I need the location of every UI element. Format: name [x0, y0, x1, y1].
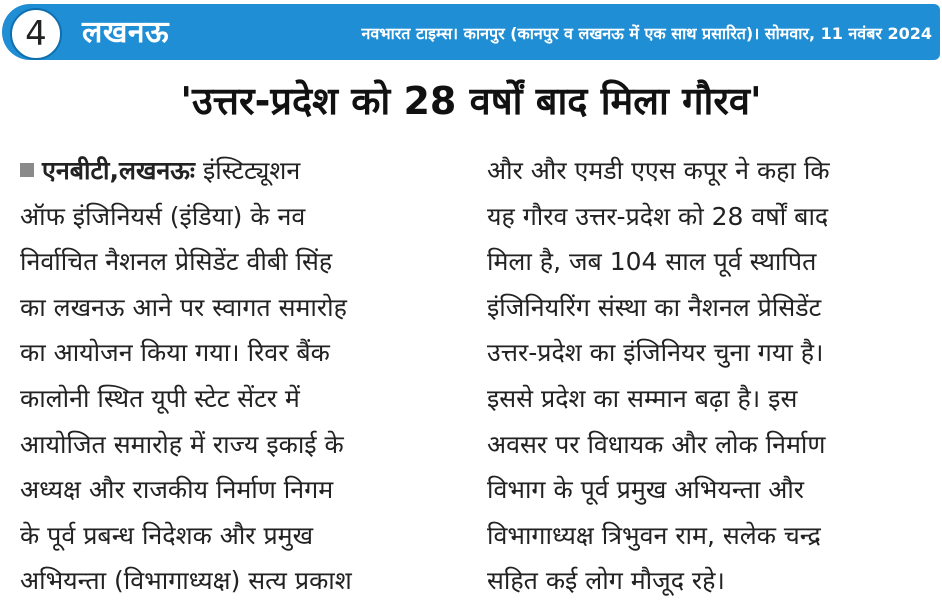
masthead-line: नवभारत टाइम्स। कानपुर (कानपुर व लखनऊ में एक साथ प्रसारित)। सोमवार, 11 नवंबर 2024 — [361, 24, 932, 43]
article-line: का लखनऊ आने पर स्वागत समारोह — [20, 292, 347, 322]
article-line: उत्तर-प्रदेश का इंजिनियर चुना गया है। — [487, 338, 824, 368]
article-line: अवसर पर विधायक और लोक निर्माण — [487, 429, 826, 459]
article-line: के पूर्व प्रबन्ध निदेशक और प्रमुख — [20, 520, 314, 550]
article-column-left — [20, 148, 460, 602]
article-line: सहित कई लोग मौजूद रहे। — [487, 566, 725, 596]
article-line: का आयोजन किया गया। रिवर बैंक — [20, 338, 330, 368]
article-line: मिला है, जब 104 साल पूर्व स्थापित — [487, 247, 817, 277]
article-line: इससे प्रदेश का सम्मान बढ़ा है। इस — [487, 383, 798, 413]
article-line: कालोनी स्थित यूपी स्टेट सेंटर में — [20, 383, 300, 413]
article-dateline: एनबीटी,लखनऊः — [42, 156, 195, 185]
article-line: आयोजित समारोह में राज्य इकाई के — [20, 429, 344, 459]
article-column-right — [487, 148, 937, 602]
article-line: विभागाध्यक्ष त्रिभुवन राम, सलेक चन्द्र — [487, 520, 821, 550]
article-line-text: इंस्टिट्यूशन — [202, 156, 301, 185]
article-line: अभियन्ता (विभागाध्यक्ष) सत्य प्रकाश — [20, 566, 352, 596]
article-line — [20, 148, 460, 194]
article-line: और और एमडी एएस कपूर ने कहा कि — [487, 156, 830, 185]
article-line: अध्यक्ष और राजकीय निर्माण निगम — [20, 475, 334, 505]
page-number: 4 — [25, 14, 47, 54]
bullet-square-icon — [20, 163, 34, 177]
page-number-badge — [10, 8, 62, 60]
article-line: यह गौरव उत्तर-प्रदेश को 28 वर्षों बाद — [487, 201, 829, 231]
article-line: विभाग के पूर्व प्रमुख अभियन्ता और — [487, 475, 805, 505]
article-line: निर्वाचित नैशनल प्रेसिडेंट वीबी सिंह — [20, 247, 333, 277]
article-line: ऑफ इंजिनियर्स (इंडिया) के नव — [20, 201, 306, 231]
article-line: इंजिनियरिंग संस्था का नैशनल प्रेसिडेंट — [487, 292, 822, 322]
article-headline: 'उत्तर-प्रदेश को 28 वर्षों बाद मिला गौरव' — [180, 79, 762, 123]
city-section-title: लखनऊ — [82, 15, 170, 50]
